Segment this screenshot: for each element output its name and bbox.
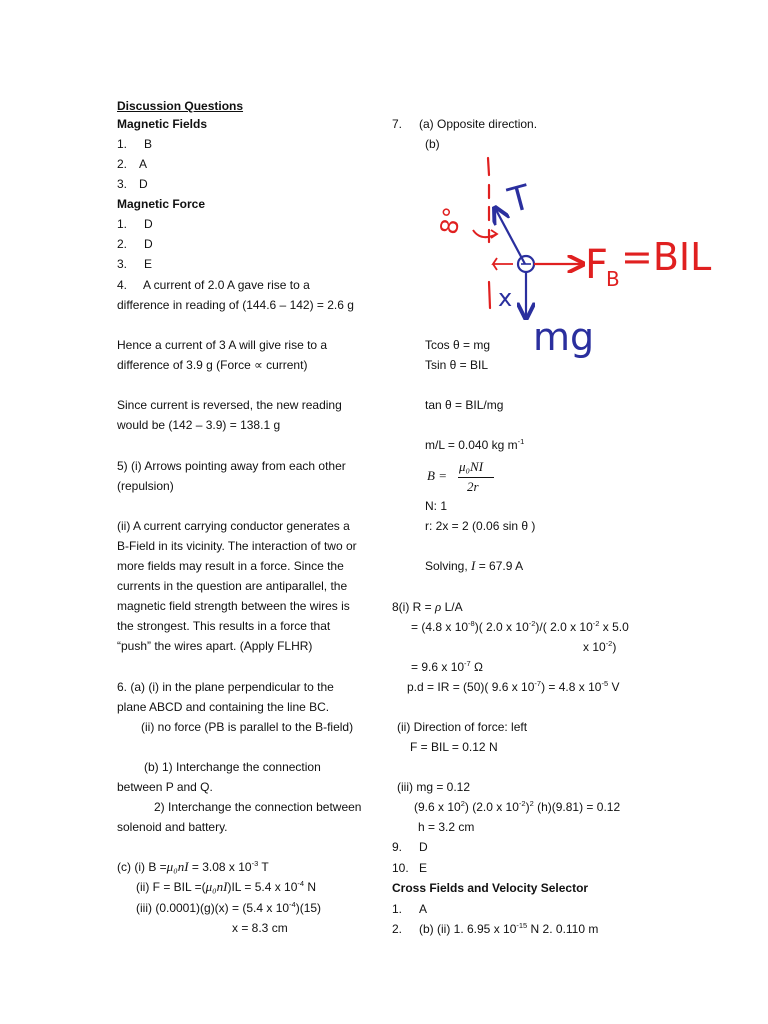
- formula-fraction-bar: [458, 477, 494, 478]
- q7-mass-exponent: -1: [517, 437, 525, 446]
- q7-solving-value: = 67.9 A: [475, 559, 524, 573]
- force-label: F: [585, 242, 609, 288]
- answer-number: 2.: [117, 237, 128, 251]
- q7-b-label: (b): [425, 137, 440, 151]
- angle-label: 8°: [434, 204, 468, 237]
- q8-ii-line-1: (ii) Direction of force: left: [397, 720, 528, 734]
- force-subscript: B: [606, 267, 620, 291]
- q4-line-2: difference in reading of (144.6 – 142) = 2.6 g: [117, 298, 354, 312]
- q10-answer: E: [419, 861, 428, 875]
- q7-mass-text: m/L = 0.040 kg m: [425, 438, 518, 452]
- q6-c-unit: N: [304, 880, 317, 894]
- q6-c-line-2: [136, 879, 316, 895]
- q8-line-4: [411, 659, 483, 675]
- q5-i-line-2: (repulsion): [117, 479, 174, 493]
- answer-row: [117, 236, 153, 252]
- answer-letter: B: [144, 137, 153, 151]
- q6-c-line-1: [117, 859, 269, 875]
- q7-solving-text: Solving,: [425, 559, 472, 573]
- answer-number: 2.: [392, 922, 403, 936]
- q8-exponent: -5: [601, 679, 609, 688]
- q6-c-value: )IL = 5.4 x 10: [227, 880, 298, 894]
- q6-c-variable: μ₀nI: [166, 859, 189, 874]
- formula-lhs: B =: [427, 468, 447, 483]
- answer-number: 1.: [117, 217, 128, 231]
- q4-line-4: difference of 3.9 g (Force ∝ current): [117, 358, 308, 372]
- q4-line-6: would be (142 – 3.9) = 138.1 g: [117, 418, 281, 432]
- q8-exponent: -2: [528, 619, 536, 628]
- q6-b-line-4: solenoid and battery.: [117, 820, 228, 834]
- q8-line-1: [392, 599, 463, 615]
- answer-letter: D: [144, 237, 153, 251]
- q4-line-5: Since current is reversed, the new reading: [117, 398, 342, 412]
- q8-ii-line-2: F = BIL = 0.12 N: [410, 740, 498, 754]
- q5-ii-line-5: magnetic field strength between the wires is: [117, 599, 350, 613]
- answer-letter: A: [139, 157, 148, 171]
- q8-exponent: -7: [464, 659, 471, 668]
- cross-answer-2-part: (b) (ii) 1. 6.95 x 10: [419, 922, 517, 936]
- q6-c-line-4: x = 8.3 cm: [232, 921, 288, 935]
- q6-c-text: (ii) F = BIL =(: [136, 880, 206, 894]
- q7-equation-3: tan θ = BIL/mg: [425, 398, 504, 412]
- q4-number: 4.: [117, 278, 128, 292]
- q8-iii-line-3: h = 3.2 cm: [418, 820, 475, 834]
- cross-answer-1: [392, 901, 428, 917]
- answer-number: 1.: [392, 902, 403, 916]
- answer-row: [117, 176, 148, 192]
- angle-arc-arrow: [491, 230, 497, 238]
- q6-c-variable: μ₀nI: [205, 879, 228, 894]
- q6-a-line-2: plane ABCD and containing the line BC.: [117, 700, 330, 714]
- q6-c-text-end: )(15): [295, 901, 322, 915]
- q5-ii-line-6: the strongest. This results in a force that: [117, 619, 331, 633]
- q6-c-unit: T: [258, 860, 269, 874]
- tension-label: T: [504, 177, 535, 222]
- q8-iii-line-1: (iii) mg = 0.12: [397, 780, 471, 794]
- q5-ii-line-1: (ii) A current carrying conductor generates a: [117, 519, 350, 533]
- weight-label: mg: [533, 315, 595, 359]
- answer-number: 1.: [117, 137, 128, 151]
- q10-number: 10.: [392, 861, 409, 875]
- q9-row: [392, 839, 428, 855]
- q8-part: V: [608, 680, 620, 694]
- q4-text: A current of 2.0 A gave rise to a: [143, 278, 310, 292]
- answer-number: 2.: [117, 157, 128, 171]
- q8-part: = 9.6 x 10: [411, 660, 465, 674]
- section-title-magnetic-fields: Magnetic Fields: [117, 117, 208, 131]
- q8-part: x 5.0: [599, 620, 629, 634]
- q6-c-exponent: -4: [297, 879, 305, 888]
- q5-ii-line-3: more fields may result in a force. Since the: [117, 559, 344, 573]
- page-heading: Discussion Questions: [117, 99, 244, 113]
- cross-answer-2: [392, 921, 599, 937]
- q9-answer: D: [419, 840, 428, 854]
- q8-rho-symbol: ρ: [435, 599, 442, 614]
- q6-c-text: (c) (i) B =: [117, 860, 167, 874]
- q7-solving: [425, 558, 523, 574]
- q6-b-line-1: (b) 1) Interchange the connection: [144, 760, 321, 774]
- answer-letter: A: [419, 902, 428, 916]
- q8-part: )( 2.0 x 10: [474, 620, 529, 634]
- force-equation: =BIL: [621, 235, 712, 279]
- q8-part: Ω: [470, 660, 484, 674]
- q8-part: ) (2.0 x 10: [464, 800, 519, 814]
- q8-line-3: [583, 639, 616, 655]
- q8-text-end: L/A: [441, 600, 463, 614]
- q8-part: x 10: [583, 640, 606, 654]
- q8-iii-line-2: [414, 799, 620, 815]
- q5-ii-line-2: B-Field in its vicinity. The interaction of two or: [117, 539, 357, 553]
- q4-line-1: [117, 277, 310, 293]
- formula-numerator: μ₀NI: [459, 459, 484, 474]
- q8-part: ) = 4.8 x 10: [541, 680, 602, 694]
- vertical-reference-line: [488, 158, 489, 175]
- q7-solving-variable: I: [471, 558, 476, 573]
- q6-c-text: (iii) (0.0001)(g)(x) = (5.4 x 10: [136, 901, 290, 915]
- q9-number: 9.: [392, 840, 403, 854]
- q8-exponent: -2: [592, 619, 600, 628]
- q8-exponent: -7: [534, 679, 542, 688]
- q7-a-answer: (a) Opposite direction.: [419, 117, 538, 131]
- q6-a-line-1: 6. (a) (i) in the plane perpendicular to the: [117, 680, 334, 694]
- q8-part: (9.6 x 10: [414, 800, 461, 814]
- q7-formula: [425, 458, 505, 498]
- cross-answer-2-text: [419, 921, 598, 937]
- answer-row: [117, 216, 153, 232]
- answer-letter: D: [144, 217, 153, 231]
- section-title-cross-fields: Cross Fields and Velocity Selector: [392, 881, 589, 895]
- q7-equation-2: Tsin θ = BIL: [425, 358, 489, 372]
- answer-number: 3.: [117, 257, 128, 271]
- q6-c-exponent: -4: [289, 900, 296, 909]
- q8-exponent: 2: [529, 799, 534, 808]
- q8-line-5: [407, 679, 619, 695]
- q6-c-value: = 3.08 x 10: [188, 860, 252, 874]
- q6-b-line-2: between P and Q.: [117, 780, 213, 794]
- left-horizontal-mark: [493, 258, 513, 270]
- q7-mass-per-length: [425, 437, 524, 453]
- answer-letter: E: [144, 257, 153, 271]
- q8-part: (h)(9.81) = 0.12: [533, 800, 621, 814]
- q8-exponent: -8: [468, 619, 475, 628]
- q7-n-value: N: 1: [425, 499, 448, 513]
- section-title-magnetic-force: Magnetic Force: [117, 197, 206, 211]
- q5-ii-line-7: “push” the wires apart. (Apply FLHR): [117, 639, 313, 653]
- x-label: x: [498, 284, 513, 312]
- answer-row: [117, 156, 148, 172]
- q6-c-exponent: -3: [251, 859, 259, 868]
- q5-ii-line-4: currents in the question are antiparallel, the: [117, 579, 348, 593]
- q8-part: = (4.8 x 10: [411, 620, 469, 634]
- q8-part: ): [525, 800, 530, 814]
- answer-row: [117, 256, 153, 272]
- q6-c-line-3: [136, 900, 321, 916]
- q8-part: ): [612, 640, 617, 654]
- q8-part: )/( 2.0 x 10: [535, 620, 593, 634]
- q5-i-line-1: 5) (i) Arrows pointing away from each other: [117, 459, 346, 473]
- answer-row: [117, 136, 153, 152]
- q4-line-3: Hence a current of 3 A will give rise to a: [117, 338, 328, 352]
- q7-r-value: r: 2x = 2 (0.06 sin θ ): [425, 519, 536, 533]
- q8-exponent: 2: [460, 799, 465, 808]
- cross-answer-2-exponent: -15: [516, 921, 528, 930]
- answer-number: 3.: [117, 177, 128, 191]
- q10-row: [392, 860, 428, 876]
- q7-number: 7.: [392, 117, 403, 131]
- vertical-reference-line: [489, 282, 490, 308]
- q8-text: 8(i) R =: [392, 600, 436, 614]
- q8-exponent: -2: [605, 639, 613, 648]
- cross-answer-2-part: N 2. 0.110 m: [527, 922, 599, 936]
- q6-b-line-3: 2) Interchange the connection between: [154, 800, 362, 814]
- q7-equation-1: Tcos θ = mg: [425, 338, 491, 352]
- formula-denominator: 2r: [467, 479, 479, 494]
- q8-line-2: [411, 619, 629, 635]
- q6-a-line-3: (ii) no force (PB is parallel to the B-field): [141, 720, 354, 734]
- q8-exponent: -2: [518, 799, 526, 808]
- q8-part: p.d = IR = (50)( 9.6 x 10: [407, 680, 535, 694]
- answer-letter: D: [139, 177, 148, 191]
